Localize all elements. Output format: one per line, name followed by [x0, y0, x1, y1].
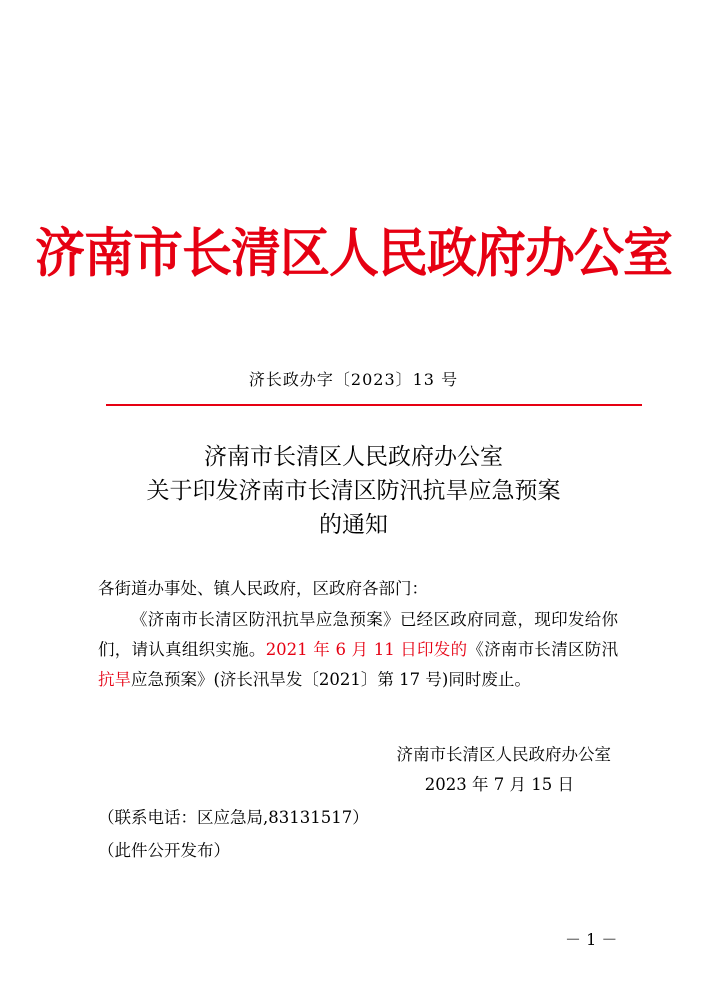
page-number: － 1 －	[565, 930, 618, 949]
paragraph-text-2: 《济南市长清区防汛	[467, 640, 619, 659]
document-number: 济长政办字〔2023〕13 号	[248, 370, 459, 389]
body-paragraph	[98, 605, 618, 695]
signature-date: 2023 年 7 月 15 日	[424, 775, 574, 794]
paragraph-red-date: 2021 年 6 月 11 日印发的	[265, 640, 468, 659]
title-line-1: 济南市长清区人民政府办公室	[204, 444, 503, 470]
paragraph-red-term: 抗旱	[98, 670, 131, 689]
publication-note: （此件公开发布）	[98, 841, 230, 860]
red-separator-line	[106, 404, 642, 406]
paragraph-text-1: 《济南市长清区防汛抗旱应急预案》已经区政府同意，现印发给你们，请认真组织实施。	[98, 610, 618, 659]
document-title	[0, 440, 707, 542]
signature-issuer: 济南市长清区人民政府办公室	[396, 745, 611, 764]
title-line-2: 关于印发济南市长清区防汛抗旱应急预案	[146, 478, 561, 504]
contact-note: （联系电话：区应急局,83131517）	[98, 808, 369, 827]
title-line-3: 的通知	[319, 512, 388, 538]
issuing-organization-header: 济南市长清区人民政府办公室	[35, 222, 672, 284]
salutation: 各街道办事处、镇人民政府，区政府各部门：	[98, 579, 428, 598]
paragraph-text-3: 应急预案》(济长汛旱发〔2021〕第 17 号)同时废止。	[131, 670, 531, 689]
